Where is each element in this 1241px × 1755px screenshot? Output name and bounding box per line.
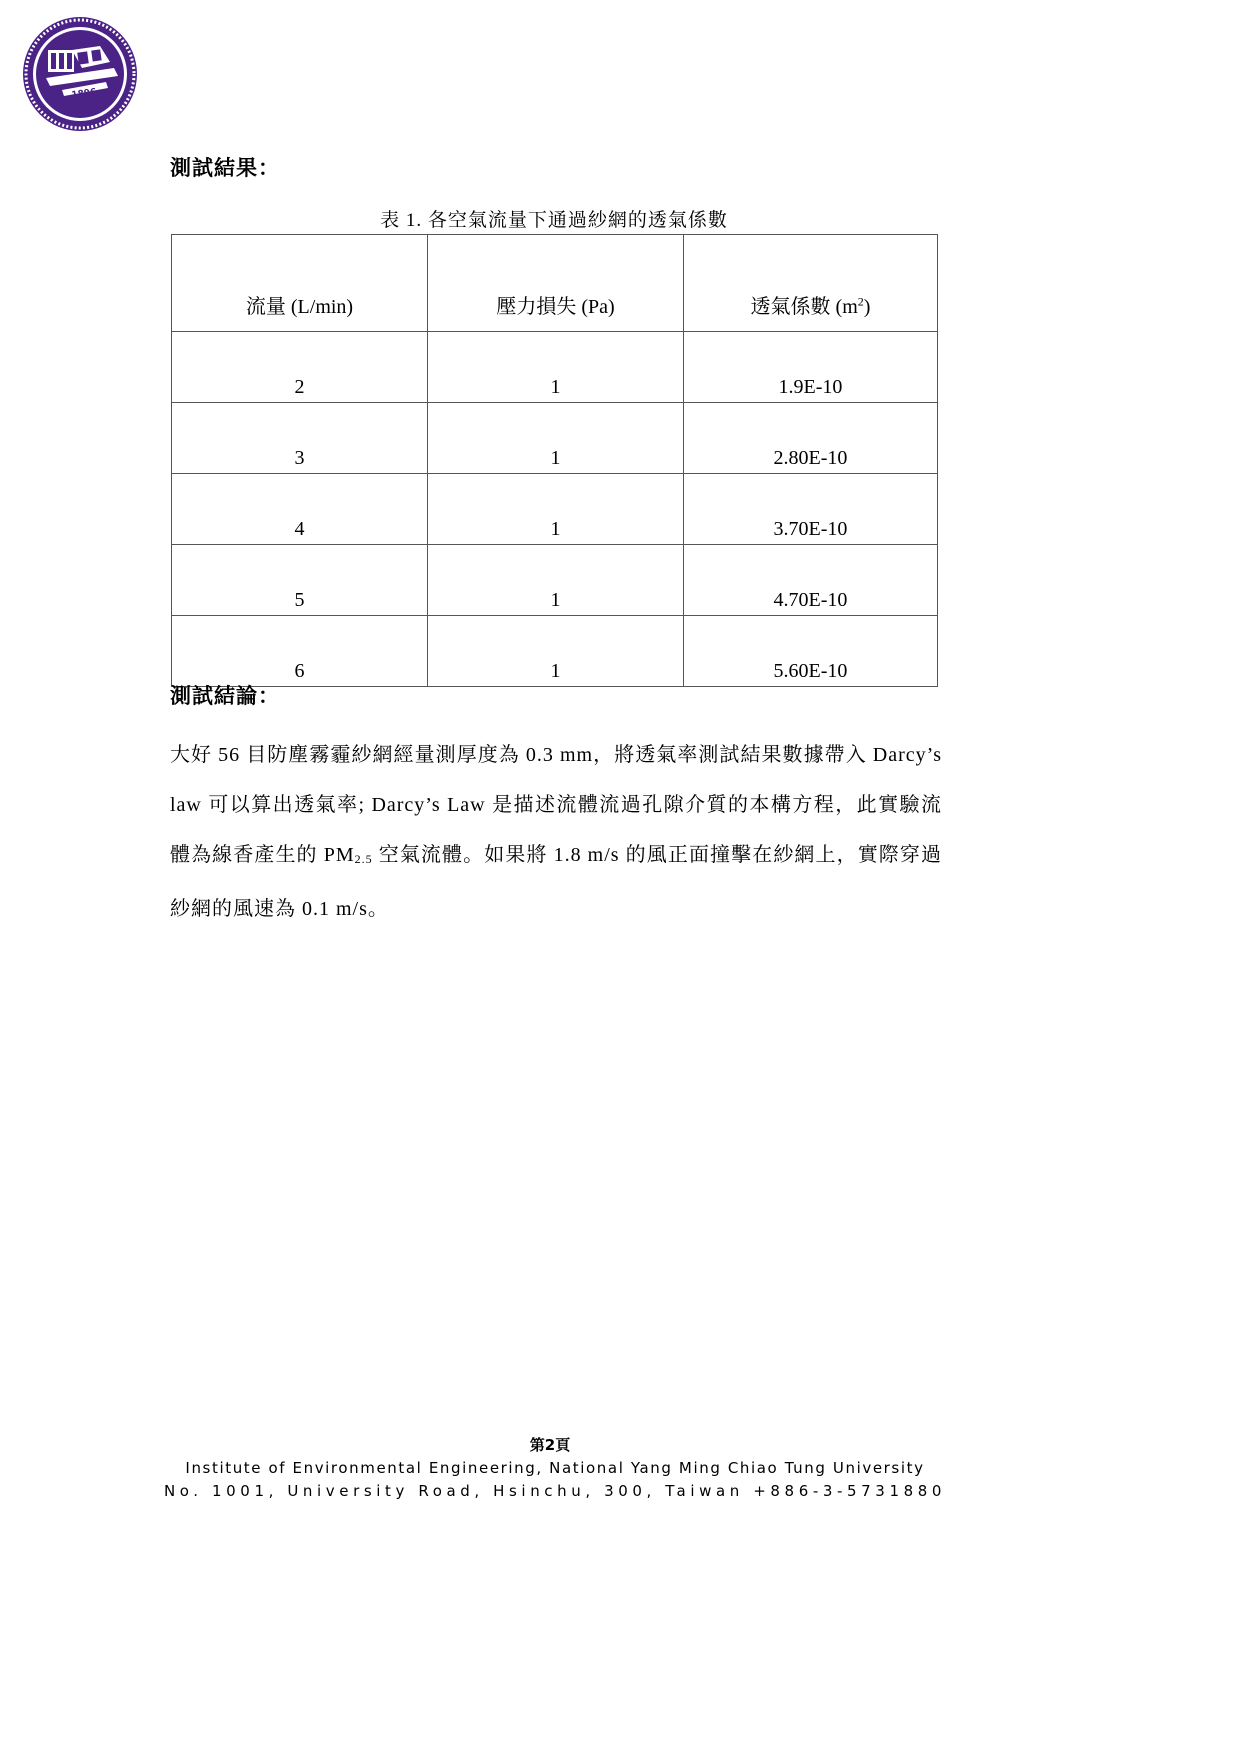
permeability-table (171, 234, 938, 687)
table-row (172, 403, 938, 474)
header-permeability-close: ) (863, 296, 871, 318)
cell-flow-rate: 4 (172, 474, 428, 545)
cell-flow-rate: 5 (172, 545, 428, 616)
footer-institute: Institute of Environmental Engineering, National Yang Ming Chiao Tung University (185, 1459, 925, 1477)
header-permeability (684, 235, 938, 332)
cell-pressure-loss: 1 (428, 545, 684, 616)
cell-flow-rate: 2 (172, 332, 428, 403)
table-row (172, 545, 938, 616)
cell-flow-rate: 6 (172, 616, 428, 687)
paragraph-text-part1: 大好 56 目防塵霧霾紗網經量測厚度為 0.3 mm，將透氣率測試結果數據帶入 Darcy’s law 可以算出透氣率; Darcy’s Law 是描述流體流過孔隙介質的本構方程，此實驗流體為線香產生的 PM (170, 744, 942, 866)
table-header-row (172, 235, 938, 332)
paragraph-text-part2: 空氣流體。如果將 1.8 m/s 的風正面撞擊在紗網上，實際穿過紗網的風速為 0.1 m/s。 (170, 844, 942, 920)
cell-permeability: 3.70E-10 (684, 474, 938, 545)
table-caption: 表 1. 各空氣流量下通過紗網的透氣係數 (380, 210, 728, 231)
cell-pressure-loss: 1 (428, 403, 684, 474)
conclusion-paragraph (170, 730, 942, 934)
cell-permeability: 1.9E-10 (684, 332, 938, 403)
header-permeability-label: 透氣係數 (m (750, 296, 858, 318)
header-flow-rate: 流量 (L/min) (172, 235, 428, 332)
cell-flow-rate: 3 (172, 403, 428, 474)
table-row (172, 616, 938, 687)
seal-year: 1896 (70, 87, 98, 101)
table-row (172, 474, 938, 545)
conclusion-heading: 測試結論： (170, 683, 280, 708)
university-seal-logo (22, 16, 138, 132)
cell-pressure-loss: 1 (428, 616, 684, 687)
footer-address: No. 1001, University Road, Hsinchu, 300, Taiwan +886-3-5731880 (163, 1482, 947, 1500)
header-permeability-exponent: 2 (857, 294, 864, 309)
table-row (172, 332, 938, 403)
header-pressure-loss: 壓力損失 (Pa) (428, 235, 684, 332)
cell-permeability: 2.80E-10 (684, 403, 938, 474)
cell-permeability: 4.70E-10 (684, 545, 938, 616)
page-number: 第2頁 (529, 1436, 571, 1454)
cell-permeability: 5.60E-10 (684, 616, 938, 687)
cell-pressure-loss: 1 (428, 474, 684, 545)
results-heading: 測試結果： (170, 155, 280, 180)
cell-pressure-loss: 1 (428, 332, 684, 403)
pm-subscript: 2.5 (354, 852, 373, 866)
